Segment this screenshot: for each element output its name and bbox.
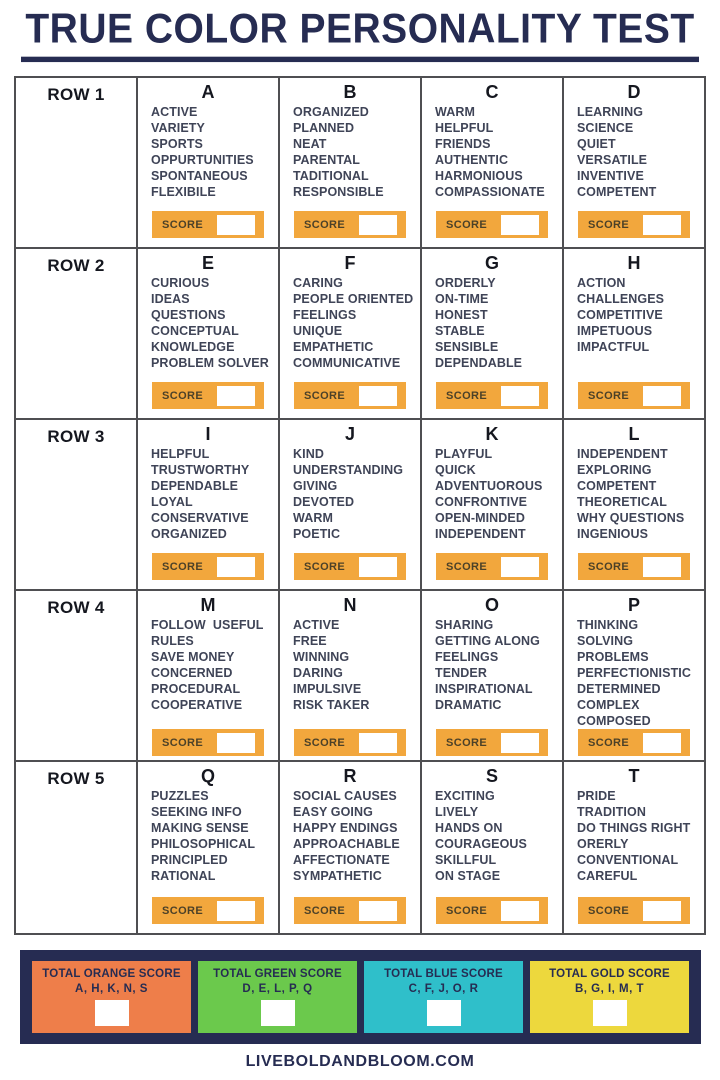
trait-word: CONCERNED bbox=[151, 666, 233, 680]
trait-word: VARIETY bbox=[151, 121, 205, 135]
column-letter: H bbox=[627, 253, 641, 273]
trait-word: COOPERATIVE bbox=[151, 698, 243, 712]
score-input-m[interactable] bbox=[217, 733, 255, 753]
row-label: ROW 4 bbox=[47, 598, 105, 617]
total-gold-score-input[interactable] bbox=[593, 1000, 627, 1026]
total-letters: A, H, K, N, S bbox=[75, 983, 148, 995]
trait-word: INSPIRATIONAL bbox=[435, 682, 533, 696]
trait-cell-d bbox=[562, 78, 704, 247]
total-green-score-box bbox=[198, 961, 357, 1033]
trait-word: RISK TAKER bbox=[293, 698, 370, 712]
trait-list bbox=[422, 615, 562, 713]
score-input-h[interactable] bbox=[643, 386, 681, 406]
trait-cell-i bbox=[136, 420, 278, 589]
trait-word: COMPETENT bbox=[577, 479, 657, 493]
trait-cell-s bbox=[420, 762, 562, 933]
score-bar bbox=[152, 729, 264, 756]
total-blue-score-box bbox=[364, 961, 523, 1033]
score-label: SCORE bbox=[304, 736, 346, 749]
trait-word: COMPLEX bbox=[577, 698, 640, 712]
score-label: SCORE bbox=[162, 736, 204, 749]
trait-cell-h bbox=[562, 249, 704, 418]
score-bar bbox=[578, 382, 690, 409]
trait-word: WARM bbox=[293, 511, 333, 525]
trait-list bbox=[422, 444, 562, 542]
column-letter: N bbox=[343, 595, 357, 615]
trait-list bbox=[280, 786, 420, 884]
total-gold-score-box bbox=[530, 961, 689, 1033]
trait-word: FRIENDS bbox=[435, 137, 491, 151]
trait-word: COMMUNICATIVE bbox=[293, 356, 401, 370]
trait-word: MAKING SENSE bbox=[151, 821, 249, 835]
score-input-t[interactable] bbox=[643, 901, 681, 921]
trait-word: SEEKING INFO bbox=[151, 805, 242, 819]
column-letter: K bbox=[485, 424, 499, 444]
trait-word: EXCITING bbox=[435, 789, 495, 803]
trait-word: PROBLEM SOLVER bbox=[151, 356, 269, 370]
score-label: SCORE bbox=[162, 218, 204, 231]
score-label: SCORE bbox=[162, 560, 204, 573]
trait-word: KNOWLEDGE bbox=[151, 340, 235, 354]
trait-word: FEELINGS bbox=[293, 308, 357, 322]
trait-cell-e bbox=[136, 249, 278, 418]
score-label: SCORE bbox=[446, 560, 488, 573]
score-bar bbox=[294, 382, 406, 409]
trait-list bbox=[138, 786, 278, 884]
trait-word: SPONTANEOUS bbox=[151, 169, 248, 183]
trait-word: INVENTIVE bbox=[577, 169, 644, 183]
trait-word: VERSATILE bbox=[577, 153, 648, 167]
total-blue-score-input[interactable] bbox=[427, 1000, 461, 1026]
trait-list bbox=[564, 615, 704, 729]
trait-word: EXPLORING bbox=[577, 463, 652, 477]
total-orange-score-input[interactable] bbox=[95, 1000, 129, 1026]
trait-word: AFFECTIONATE bbox=[293, 853, 390, 867]
trait-list bbox=[138, 444, 278, 542]
score-bar bbox=[578, 211, 690, 238]
trait-word: COMPETENT bbox=[577, 185, 657, 199]
row-label: ROW 5 bbox=[47, 769, 105, 788]
trait-list bbox=[138, 102, 278, 200]
trait-word: CONCEPTUAL bbox=[151, 324, 239, 338]
score-bar bbox=[436, 897, 548, 924]
score-input-b[interactable] bbox=[359, 215, 397, 235]
score-label: SCORE bbox=[588, 736, 630, 749]
trait-word: GETTING ALONG bbox=[435, 634, 540, 648]
trait-cell-c bbox=[420, 78, 562, 247]
trait-list bbox=[280, 444, 420, 542]
trait-word: COMPETITIVE bbox=[577, 308, 663, 322]
trait-word: COMPOSED bbox=[577, 714, 651, 728]
trait-word: ORGANIZED bbox=[293, 105, 369, 119]
score-label: SCORE bbox=[446, 736, 488, 749]
score-bar bbox=[436, 211, 548, 238]
trait-list bbox=[422, 786, 562, 884]
trait-word: COMPASSIONATE bbox=[435, 185, 545, 199]
trait-word: QUESTIONS bbox=[151, 308, 226, 322]
trait-word: HAPPY ENDINGS bbox=[293, 821, 398, 835]
trait-word: FEELINGS bbox=[435, 650, 499, 664]
column-letter: A bbox=[201, 82, 215, 102]
trait-word: SENSIBLE bbox=[435, 340, 499, 354]
score-label: SCORE bbox=[304, 218, 346, 231]
trait-cell-p bbox=[562, 591, 704, 765]
trait-list bbox=[564, 786, 704, 884]
trait-word: OPEN-MINDED bbox=[435, 511, 525, 525]
trait-word: DEPENDABLE bbox=[435, 356, 523, 370]
row-label: ROW 1 bbox=[47, 85, 105, 104]
table-row bbox=[16, 420, 704, 591]
column-letter: J bbox=[344, 424, 355, 444]
trait-word: SPORTS bbox=[151, 137, 203, 151]
trait-cell-l bbox=[562, 420, 704, 589]
trait-word: DARING bbox=[293, 666, 343, 680]
score-label: SCORE bbox=[162, 904, 204, 917]
trait-word: UNIQUE bbox=[293, 324, 343, 338]
trait-word: NEAT bbox=[293, 137, 327, 151]
trait-word: WINNING bbox=[293, 650, 350, 664]
column-letter: P bbox=[627, 595, 640, 615]
score-bar bbox=[436, 729, 548, 756]
total-letters: B, G, I, M, T bbox=[574, 983, 645, 995]
trait-cell-g bbox=[420, 249, 562, 418]
trait-word: ORGANIZED bbox=[151, 527, 227, 541]
trait-word: PUZZLES bbox=[151, 789, 209, 803]
score-label: SCORE bbox=[446, 904, 488, 917]
trait-list bbox=[280, 102, 420, 200]
trait-word: FOLLOW USEFUL bbox=[151, 618, 264, 632]
trait-word: DEVOTED bbox=[293, 495, 355, 509]
trait-list bbox=[138, 273, 278, 371]
trait-word: ON-TIME bbox=[435, 292, 489, 306]
row-label: ROW 3 bbox=[47, 427, 105, 446]
trait-word: SHARING bbox=[435, 618, 494, 632]
trait-word: HARMONIOUS bbox=[435, 169, 523, 183]
trait-word: ORERLY bbox=[577, 837, 629, 851]
trait-cell-r bbox=[278, 762, 420, 933]
trait-word: INDEPENDENT bbox=[435, 527, 526, 541]
trait-word: SCIENCE bbox=[577, 121, 634, 135]
trait-word: WARM bbox=[435, 105, 475, 119]
trait-word: PLAYFUL bbox=[435, 447, 493, 461]
trait-word: TENDER bbox=[435, 666, 487, 680]
trait-word: ACTIVE bbox=[293, 618, 340, 632]
trait-cell-a bbox=[136, 78, 278, 247]
trait-word: TADITIONAL bbox=[293, 169, 369, 183]
trait-word: HONEST bbox=[435, 308, 488, 322]
trait-word: IMPETUOUS bbox=[577, 324, 653, 338]
trait-word: POETIC bbox=[293, 527, 341, 541]
trait-word: TRADITION bbox=[577, 805, 646, 819]
row-label: ROW 2 bbox=[47, 256, 105, 275]
trait-word: CONVENTIONAL bbox=[577, 853, 679, 867]
table-row bbox=[16, 762, 704, 933]
score-label: SCORE bbox=[588, 389, 630, 402]
trait-list bbox=[564, 444, 704, 542]
page-title: TRUE COLOR PERSONALITY TEST bbox=[21, 6, 698, 62]
trait-word: AUTHENTIC bbox=[435, 153, 509, 167]
column-letter: M bbox=[200, 595, 216, 615]
trait-word: DEPENDABLE bbox=[151, 479, 239, 493]
trait-cell-q bbox=[136, 762, 278, 933]
trait-cell-f bbox=[278, 249, 420, 418]
score-input-k[interactable] bbox=[501, 557, 539, 577]
trait-word: LIVELY bbox=[435, 805, 479, 819]
score-bar bbox=[294, 897, 406, 924]
column-letter: G bbox=[484, 253, 499, 273]
score-input-f[interactable] bbox=[359, 386, 397, 406]
trait-word: QUICK bbox=[435, 463, 476, 477]
score-label: SCORE bbox=[588, 904, 630, 917]
personality-test-grid bbox=[14, 76, 706, 935]
total-letters: C, F, J, O, R bbox=[408, 983, 479, 995]
score-input-s[interactable] bbox=[501, 901, 539, 921]
score-input-d[interactable] bbox=[643, 215, 681, 235]
trait-word: ACTIVE bbox=[151, 105, 198, 119]
trait-word: COURAGEOUS bbox=[435, 837, 527, 851]
score-bar bbox=[436, 553, 548, 580]
score-bar bbox=[294, 553, 406, 580]
trait-word: INGENIOUS bbox=[577, 527, 649, 541]
trait-word: TRUSTWORTHY bbox=[151, 463, 250, 477]
trait-word: SOLVING bbox=[577, 634, 634, 648]
column-letter: D bbox=[627, 82, 641, 102]
column-letter: L bbox=[628, 424, 640, 444]
trait-word: THINKING bbox=[577, 618, 639, 632]
title-bar bbox=[0, 0, 720, 70]
trait-word: EASY GOING bbox=[293, 805, 373, 819]
trait-word: ADVENTUOROUS bbox=[435, 479, 543, 493]
column-letter: Q bbox=[200, 766, 215, 786]
trait-word: PRIDE bbox=[577, 789, 616, 803]
trait-word: ON STAGE bbox=[435, 869, 501, 883]
score-input-a[interactable] bbox=[217, 215, 255, 235]
score-input-e[interactable] bbox=[217, 386, 255, 406]
score-input-l[interactable] bbox=[643, 557, 681, 577]
column-letter: B bbox=[343, 82, 357, 102]
column-letter: S bbox=[485, 766, 498, 786]
table-row bbox=[16, 249, 704, 420]
score-bar bbox=[578, 897, 690, 924]
score-bar bbox=[152, 897, 264, 924]
total-orange-score-box bbox=[32, 961, 191, 1033]
trait-word: HANDS ON bbox=[435, 821, 503, 835]
trait-word: DRAMATIC bbox=[435, 698, 502, 712]
trait-word: PRINCIPLED bbox=[151, 853, 228, 867]
trait-word: RULES bbox=[151, 634, 194, 648]
score-input-g[interactable] bbox=[501, 386, 539, 406]
score-label: SCORE bbox=[446, 218, 488, 231]
trait-cell-t bbox=[562, 762, 704, 933]
score-label: SCORE bbox=[162, 389, 204, 402]
trait-list bbox=[280, 273, 420, 371]
score-bar bbox=[152, 211, 264, 238]
column-letter: O bbox=[484, 595, 499, 615]
trait-word: SAVE MONEY bbox=[151, 650, 235, 664]
score-label: SCORE bbox=[304, 560, 346, 573]
trait-word: SKILLFUL bbox=[435, 853, 497, 867]
score-label: SCORE bbox=[588, 560, 630, 573]
trait-list bbox=[422, 102, 562, 200]
trait-cell-j bbox=[278, 420, 420, 589]
trait-word: PERFECTIONISTIC bbox=[577, 666, 692, 680]
score-bar bbox=[436, 382, 548, 409]
trait-cell-k bbox=[420, 420, 562, 589]
trait-word: CONSERVATIVE bbox=[151, 511, 249, 525]
score-input-p[interactable] bbox=[643, 733, 681, 753]
trait-list bbox=[280, 615, 420, 713]
trait-word: ACTION bbox=[577, 276, 626, 290]
column-letter: E bbox=[201, 253, 214, 273]
trait-word: QUIET bbox=[577, 137, 616, 151]
trait-word: THEORETICAL bbox=[577, 495, 667, 509]
trait-list bbox=[138, 615, 278, 713]
trait-word: IMPULSIVE bbox=[293, 682, 362, 696]
trait-word: RESPONSIBLE bbox=[293, 185, 384, 199]
trait-word: LEARNING bbox=[577, 105, 644, 119]
score-label: SCORE bbox=[304, 389, 346, 402]
trait-word: DETERMINED bbox=[577, 682, 661, 696]
table-row bbox=[16, 591, 704, 762]
trait-word: CHALLENGES bbox=[577, 292, 665, 306]
trait-word: OPPURTUNITIES bbox=[151, 153, 254, 167]
trait-word: IMPACTFUL bbox=[577, 340, 650, 354]
score-input-c[interactable] bbox=[501, 215, 539, 235]
score-input-i[interactable] bbox=[217, 557, 255, 577]
trait-word: CARING bbox=[293, 276, 343, 290]
trait-word: PROBLEMS bbox=[577, 650, 649, 664]
score-input-q[interactable] bbox=[217, 901, 255, 921]
table-row bbox=[16, 78, 704, 249]
total-label: TOTAL BLUE SCORE bbox=[384, 968, 503, 980]
trait-word: IDEAS bbox=[151, 292, 190, 306]
trait-cell-o bbox=[420, 591, 562, 765]
score-label: SCORE bbox=[588, 218, 630, 231]
trait-word: UNDERSTANDING bbox=[293, 463, 404, 477]
score-input-r[interactable] bbox=[359, 901, 397, 921]
column-letter: I bbox=[205, 424, 211, 444]
trait-word: RATIONAL bbox=[151, 869, 216, 883]
total-label: TOTAL ORANGE SCORE bbox=[42, 968, 181, 980]
trait-word: HELPFUL bbox=[435, 121, 494, 135]
trait-word: GIVING bbox=[293, 479, 338, 493]
score-bar bbox=[578, 553, 690, 580]
trait-list bbox=[422, 273, 562, 371]
score-input-n[interactable] bbox=[359, 733, 397, 753]
score-bar bbox=[294, 729, 406, 756]
trait-cell-m bbox=[136, 591, 278, 765]
trait-word: PLANNED bbox=[293, 121, 355, 135]
trait-word: WHY QUESTIONS bbox=[577, 511, 685, 525]
column-letter: T bbox=[628, 766, 640, 786]
trait-word: EMPATHETIC bbox=[293, 340, 374, 354]
trait-word: FLEXIBILE bbox=[151, 185, 216, 199]
trait-word: DO THINGS RIGHT bbox=[577, 821, 691, 835]
trait-word: INDEPENDENT bbox=[577, 447, 668, 461]
score-bar bbox=[152, 382, 264, 409]
trait-word: ORDERLY bbox=[435, 276, 496, 290]
trait-word: CONFRONTIVE bbox=[435, 495, 528, 509]
score-label: SCORE bbox=[446, 389, 488, 402]
trait-word: FREE bbox=[293, 634, 327, 648]
trait-cell-n bbox=[278, 591, 420, 765]
trait-word: LOYAL bbox=[151, 495, 193, 509]
trait-word: STABLE bbox=[435, 324, 485, 338]
trait-word: CURIOUS bbox=[151, 276, 210, 290]
total-label: TOTAL GREEN SCORE bbox=[213, 968, 342, 980]
trait-cell-b bbox=[278, 78, 420, 247]
score-bar bbox=[294, 211, 406, 238]
trait-word: APPROACHABLE bbox=[293, 837, 400, 851]
footer-url: LIVEBOLDANDBLOOM.COM bbox=[245, 1053, 475, 1070]
total-green-score-input[interactable] bbox=[261, 1000, 295, 1026]
column-letter: F bbox=[344, 253, 356, 273]
trait-word: PARENTAL bbox=[293, 153, 360, 167]
score-bar bbox=[578, 729, 690, 756]
score-input-o[interactable] bbox=[501, 733, 539, 753]
trait-word: KIND bbox=[293, 447, 324, 461]
trait-word: SYMPATHETIC bbox=[293, 869, 382, 883]
trait-list bbox=[564, 102, 704, 200]
trait-word: CAREFUL bbox=[577, 869, 638, 883]
score-bar bbox=[152, 553, 264, 580]
trait-list bbox=[564, 273, 704, 355]
total-letters: D, E, L, P, Q bbox=[242, 983, 313, 995]
trait-word: PROCEDURAL bbox=[151, 682, 241, 696]
score-label: SCORE bbox=[304, 904, 346, 917]
trait-word: HELPFUL bbox=[151, 447, 210, 461]
column-letter: C bbox=[485, 82, 499, 102]
trait-word: PHILOSOPHICAL bbox=[151, 837, 256, 851]
totals-bar bbox=[20, 950, 701, 1044]
total-label: TOTAL GOLD SCORE bbox=[549, 968, 670, 980]
trait-word: PEOPLE ORIENTED bbox=[293, 292, 414, 306]
score-input-j[interactable] bbox=[359, 557, 397, 577]
column-letter: R bbox=[343, 766, 357, 786]
trait-word: SOCIAL CAUSES bbox=[293, 789, 397, 803]
